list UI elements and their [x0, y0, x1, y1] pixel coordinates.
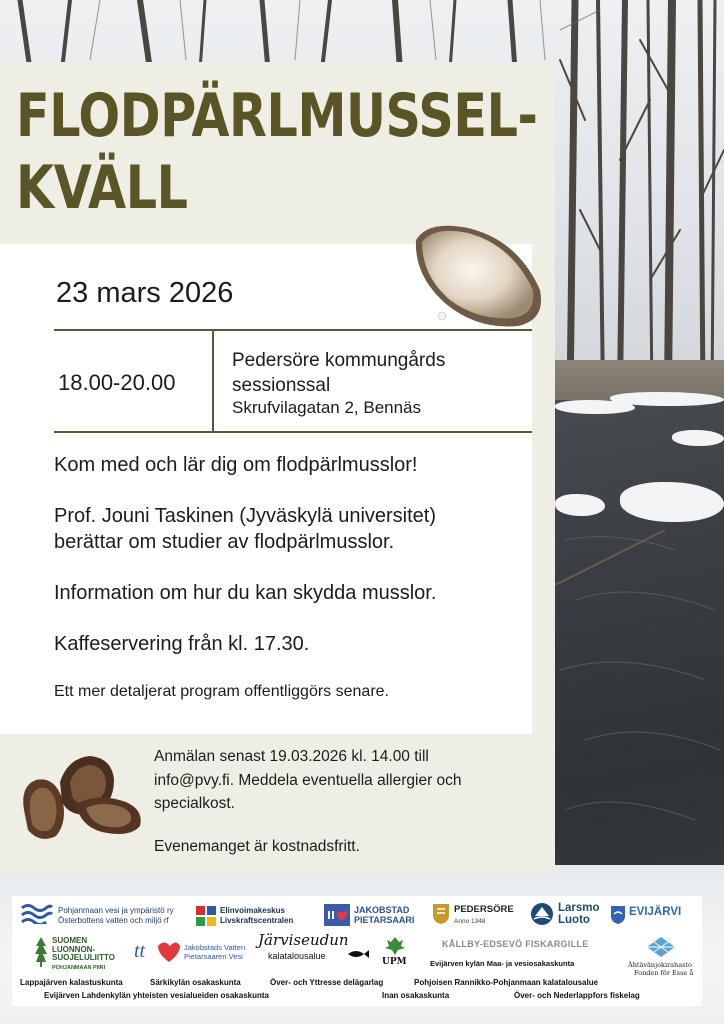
jv-line-2: Pietarsaaren Vesi — [184, 952, 243, 961]
event-time: 18.00-20.00 — [58, 370, 176, 395]
sll-logo-text — [52, 937, 115, 972]
ely-logo-icon — [196, 906, 216, 926]
free-admission-text: Evenemanget är kostnadsfritt. — [154, 838, 360, 855]
larsmo-line-1: Larsmo — [558, 902, 600, 914]
event-venue — [232, 348, 445, 398]
jarviseudun-logo-text — [258, 931, 349, 961]
pedersore-logo-text — [454, 905, 514, 915]
evijarven-maa-text: Evijärven kylän Maa- ja vesiosakaskunta — [430, 959, 575, 968]
ely-line-2: Livskraftscentralen — [220, 915, 294, 925]
speaker-text — [54, 503, 436, 555]
registration-text — [154, 745, 524, 816]
ahtavanjoki-line-2: Fonden för Esse å — [634, 969, 694, 977]
venue-line-1: Pedersöre kommungårds — [232, 350, 446, 371]
snow-patch — [620, 482, 724, 522]
jakobstad-line-1: JAKOBSTAD — [354, 905, 410, 915]
snow-patch — [610, 392, 724, 406]
sll-line-4: POHJANMAAN PIIRI — [52, 964, 106, 971]
ahtavanjoki-logo-text — [628, 961, 692, 977]
larsmo-logo-text — [558, 903, 600, 926]
larsmo-logo-icon — [530, 902, 554, 926]
over-ytter-text: Över- och Yttresse delägarlag — [270, 978, 384, 987]
upm-logo-text: UPM — [382, 957, 407, 967]
jakobstad-line-2: PIETARSAARI — [354, 915, 415, 925]
event-date: 23 mars 2026 — [56, 277, 234, 309]
ahtavanjoki-logo-icon — [646, 936, 676, 958]
jarviseudun-line-2: kalatalousalue — [268, 950, 326, 961]
snow-patch — [672, 430, 724, 446]
jv-line-1: Jakobstads Vatten — [184, 943, 246, 952]
larsmo-line-2: Luoto — [558, 913, 590, 926]
title-line-1: FLODPÄRLMUSSEL- — [16, 81, 538, 151]
sll-logo-icon — [34, 936, 48, 968]
jarviseudun-line-1: Järviseudun — [258, 931, 349, 949]
pedersore-anno: Anno 1348 — [454, 918, 486, 925]
speaker-line-1: Prof. Jouni Taskinen (Jyväskylä universitet) — [54, 505, 437, 527]
coffee-text: Kaffeservering från kl. 17.30. — [54, 633, 310, 655]
program-note: Ett mer detaljerat program offentliggörs senare. — [54, 683, 389, 700]
evijarvi-crest-icon — [610, 905, 626, 925]
pedersore-crest-icon — [432, 903, 450, 925]
venue-line-2: sessionssal — [232, 375, 331, 396]
pvy-line-2: Österbottens vatten och miljö rf — [58, 915, 169, 925]
jakobstads-vatten-logo-text — [184, 943, 245, 961]
registration-line-3: specialkost. — [154, 795, 235, 812]
ely-line-1: Elinvoimakeskus — [220, 906, 285, 915]
mussel-group-image — [18, 752, 146, 844]
evijarvi-logo-text: EVIJÄRVI — [629, 906, 682, 918]
divider-bottom — [54, 431, 532, 433]
intro-text: Kom med och lär dig om flodpärlmusslor! — [54, 454, 418, 476]
fish-icon — [346, 948, 370, 960]
sarkikyla-text: Särkikylän osakaskunta — [150, 978, 241, 987]
sponsor-logos — [12, 896, 702, 1006]
sll-line-1: SUOMEN — [52, 936, 88, 945]
registration-line-2: info@pvy.fi. Meddela eventuella allergier och — [154, 771, 462, 789]
sll-line-2: LUONNON- — [52, 944, 96, 954]
pvy-logo-text — [58, 906, 174, 925]
ely-logo-text — [220, 906, 293, 925]
inan-text: Inan osakaskunta — [382, 991, 450, 1000]
lahdenkyla-text: Evijärven Lahdenkylän yhteisten vesialueiden osakaskunta — [44, 991, 269, 1000]
upm-logo-icon — [384, 936, 406, 956]
svg-text:tt: tt — [134, 940, 146, 962]
sll-line-3: SUOJELULIITTO — [52, 953, 115, 962]
kallby-logo-text: KÅLLBY-EDSEVÖ FISKARGILLE — [442, 939, 589, 949]
ahtavanjoki-line-1: Ähtävänjokirahasto — [628, 961, 692, 969]
title-line-2: KVÄLL — [16, 153, 188, 223]
jakobstad-logo-text — [354, 905, 414, 925]
jakobstads-vatten-logo-icon — [134, 938, 182, 964]
protect-text: Information om hur du kan skydda musslor. — [54, 582, 437, 604]
lappajarvi-text: Lappajärven kalastuskunta — [20, 978, 123, 987]
rannikko-text: Pohjoisen Rannikko-Pohjanmaan kalatalousalue — [414, 978, 599, 987]
registration-line-1: Anmälan senast 19.03.2026 kl. 14.00 till — [154, 748, 429, 765]
divider-vertical — [212, 331, 214, 431]
pvy-line-1: Pohjanmaan vesi ja ympäristö ry — [58, 906, 174, 915]
speaker-line-2: berättar om studier av flodpärlmusslor. — [54, 531, 395, 553]
event-address: Skrufvilagatan 2, Bennäs — [232, 398, 422, 417]
mussel-shell-image — [408, 218, 548, 333]
nederlappfors-text: Över- och Nederlappfors fiskelag — [514, 991, 640, 1000]
divider-top — [54, 329, 532, 331]
jakobstad-logo-icon — [324, 904, 350, 926]
pvy-logo-icon — [20, 902, 54, 924]
event-title — [16, 80, 538, 224]
snow-patch — [555, 494, 605, 516]
water-ripples — [555, 520, 724, 860]
pedersore-name: PEDERSÖRE — [454, 904, 514, 915]
